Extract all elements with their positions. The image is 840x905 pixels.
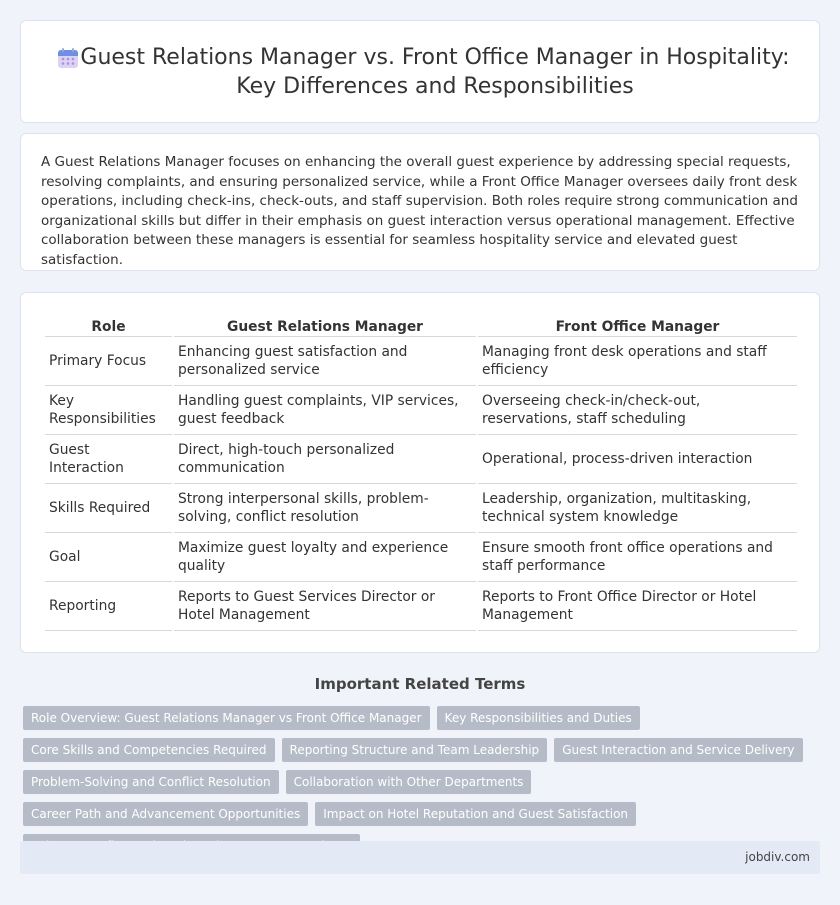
related-term-tag[interactable]: Reporting Structure and Team Leadership xyxy=(282,738,548,762)
comparison-card xyxy=(20,292,820,653)
table-row xyxy=(45,337,797,386)
comparison-table xyxy=(43,315,799,631)
table-row xyxy=(45,435,797,484)
related-term-tag[interactable]: Core Skills and Competencies Required xyxy=(23,738,275,762)
table-row xyxy=(45,386,797,435)
related-term-tag[interactable]: Problem-Solving and Conflict Resolution xyxy=(23,770,279,794)
intro-paragraph: A Guest Relations Manager focuses on enhancing the overall guest experience by addressing special requests, resolving complaints, and ensuring personalized service, while a Front Office Manager oversees daily front desk operations, including check-ins, check-outs, and staff supervision. Both roles require strong communication and organizational skills but differ in their emphasis on guest interaction versus operational management. Effective collaboration between these managers is essential for seamless hospitality service and elevated guest satisfaction. xyxy=(41,154,798,268)
table-cell: Guest Interaction xyxy=(45,435,172,484)
related-term-tag[interactable]: Impact on Hotel Reputation and Guest Satisfaction xyxy=(315,802,636,826)
footer-site-link[interactable]: jobdiv.com xyxy=(745,850,810,864)
table-cell: Enhancing guest satisfaction and personalized service xyxy=(174,337,476,386)
table-header-guest-relations: Guest Relations Manager xyxy=(174,315,476,337)
table-cell: Key Responsibilities xyxy=(45,386,172,435)
footer xyxy=(20,841,820,874)
table-cell: Goal xyxy=(45,533,172,582)
related-term-tag[interactable]: Collaboration with Other Departments xyxy=(286,770,532,794)
related-term-tag[interactable]: Role Overview: Guest Relations Manager vs Front Office Manager xyxy=(23,706,430,730)
table-cell: Overseeing check-in/check-out, reservations, staff scheduling xyxy=(478,386,797,435)
table-row xyxy=(45,582,797,631)
table-cell: Managing front desk operations and staff efficiency xyxy=(478,337,797,386)
table-cell: Reports to Front Office Director or Hotel Management xyxy=(478,582,797,631)
related-term-tag[interactable]: Guest Interaction and Service Delivery xyxy=(554,738,802,762)
table-cell: Maximize guest loyalty and experience quality xyxy=(174,533,476,582)
page-title: Guest Relations Manager vs. Front Office Manager in Hospitality: Key Differences and Responsibilities xyxy=(80,44,790,99)
related-term-tag[interactable]: Career Path and Advancement Opportunities xyxy=(23,802,308,826)
table-header-front-office: Front Office Manager xyxy=(478,315,797,337)
related-terms-list xyxy=(23,706,819,858)
table-cell: Primary Focus xyxy=(45,337,172,386)
related-term-tag[interactable]: Key Responsibilities and Duties xyxy=(437,706,640,730)
title-card xyxy=(20,20,820,123)
table-header-role: Role xyxy=(45,315,172,337)
table-cell: Ensure smooth front office operations and staff performance xyxy=(478,533,797,582)
table-cell: Reporting xyxy=(45,582,172,631)
table-cell: Direct, high-touch personalized communication xyxy=(174,435,476,484)
table-cell: Strong interpersonal skills, problem-solving, conflict resolution xyxy=(174,484,476,533)
table-header-row xyxy=(45,315,797,337)
intro-card xyxy=(20,133,820,271)
table-cell: Reports to Guest Services Director or Hotel Management xyxy=(174,582,476,631)
related-terms-title: Important Related Terms xyxy=(314,675,526,693)
table-row xyxy=(45,533,797,582)
table-row xyxy=(45,484,797,533)
table-cell: Skills Required xyxy=(45,484,172,533)
table-cell: Handling guest complaints, VIP services, guest feedback xyxy=(174,386,476,435)
table-cell: Leadership, organization, multitasking, technical system knowledge xyxy=(478,484,797,533)
table-cell: Operational, process-driven interaction xyxy=(478,435,797,484)
